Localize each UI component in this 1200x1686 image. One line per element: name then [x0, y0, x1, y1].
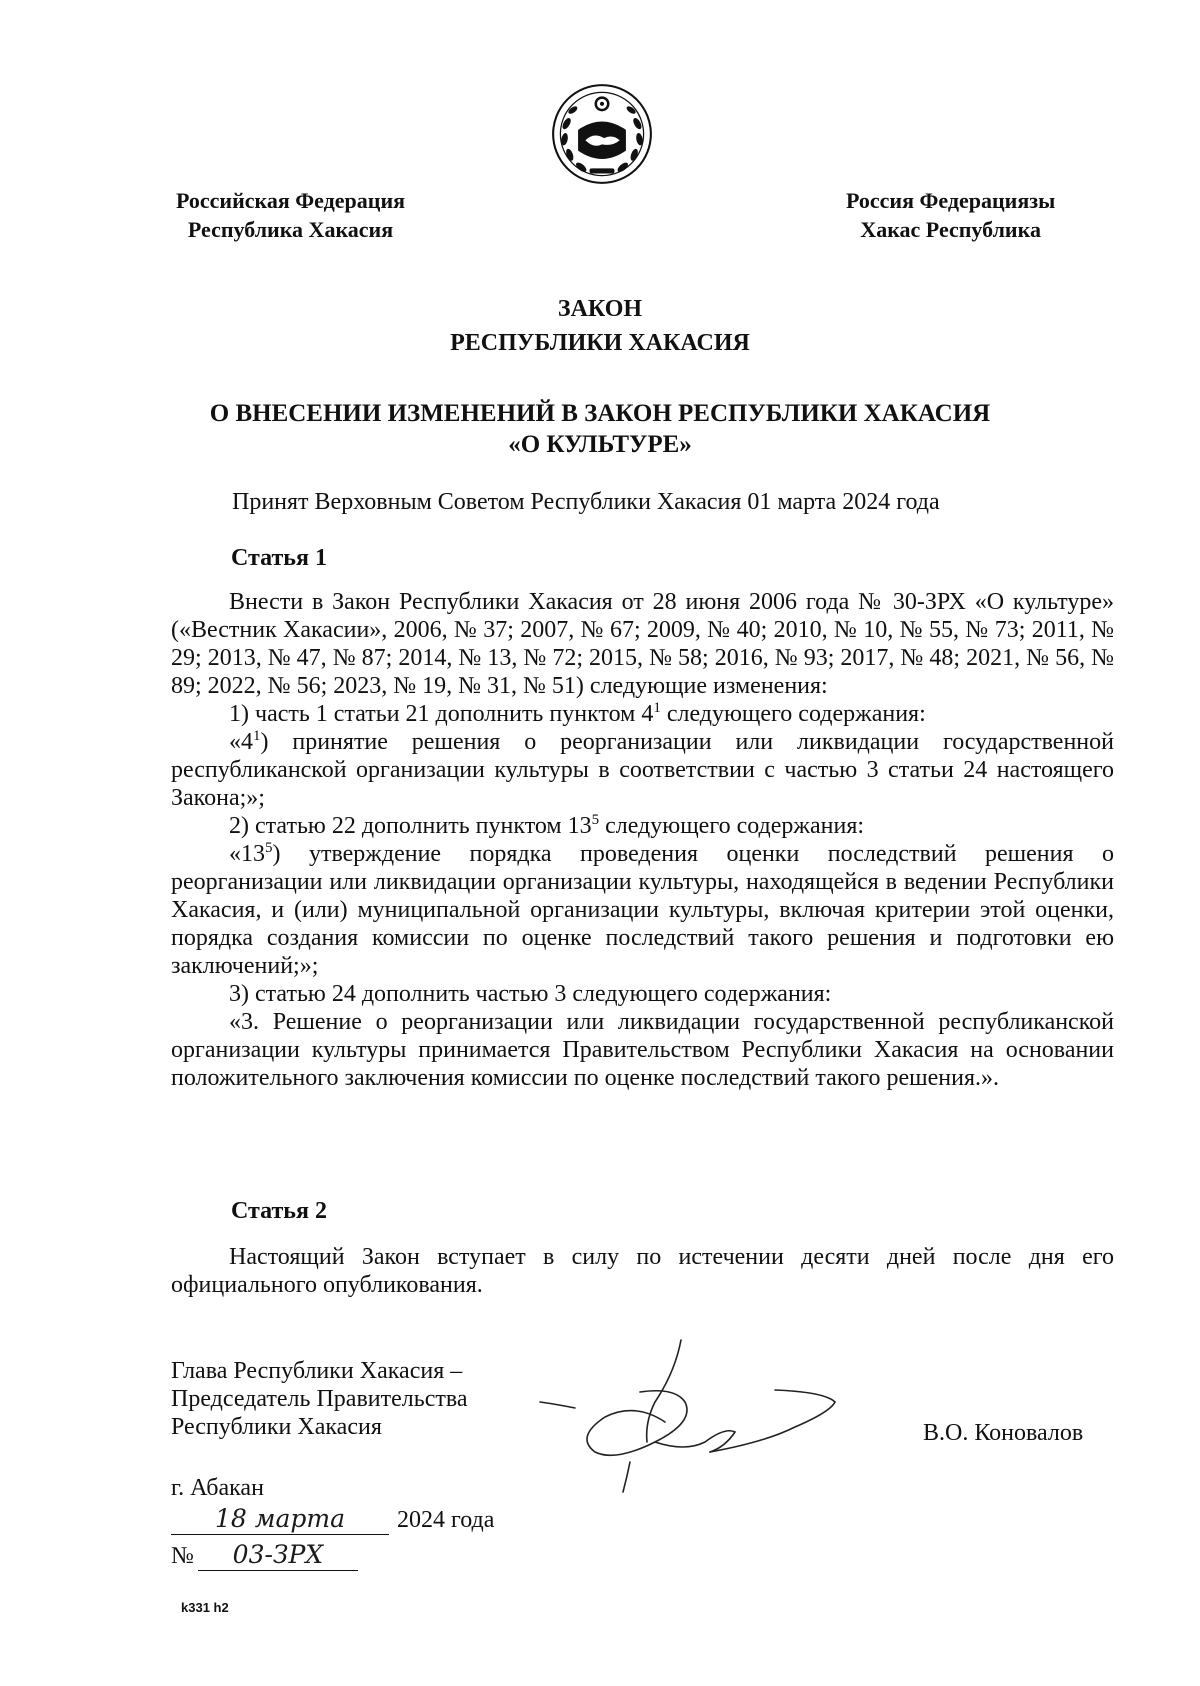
number-sign: №	[171, 1543, 194, 1569]
signatory-title-line2: Председатель Правительства	[171, 1386, 468, 1412]
adoption-note: Принят Верховным Советом Республики Хакасия 01 марта 2024 года	[232, 489, 940, 515]
signatory-title-line1: Глава Республики Хакасия –	[171, 1358, 463, 1384]
signing-year: 2024 года	[397, 1507, 495, 1533]
quote-2-superscript: 5	[265, 840, 273, 856]
city: г. Абакан	[171, 1475, 264, 1501]
law-subject-line1: О ВНЕСЕНИИ ИЗМЕНЕНИЙ В ЗАКОН РЕСПУБЛИКИ ХАКАСИЯ	[209, 400, 991, 427]
article-2-body	[171, 1243, 1114, 1299]
article-1-quote-1	[171, 728, 1114, 812]
header-left-line1: Российская Федерация	[176, 188, 406, 213]
article-2-heading: Статья 2	[231, 1198, 327, 1224]
item-2-superscript: 5	[591, 812, 600, 828]
signing-date	[171, 1504, 494, 1535]
item-1-text: 1) часть 1 статьи 21 дополнить пунктом 4	[229, 701, 654, 727]
law-title-line2: РЕСПУБЛИКИ ХАКАСИЯ	[450, 330, 750, 356]
document-code: k331 h2	[181, 1600, 229, 1615]
handwritten-number: 03-ЗРХ	[198, 1540, 358, 1571]
header-right-line2: Хакас Республика	[860, 217, 1041, 242]
article-1-item-2	[171, 812, 1114, 840]
signatory-title-line3: Республики Хакасия	[171, 1414, 382, 1440]
article-1-item-3: 3) статью 24 дополнить частью 3 следующего содержания:	[229, 981, 832, 1007]
article-1-intro: Внести в Закон Республики Хакасия от 28 июня 2006 года № 30-ЗРХ «О культуре» («Вестник Хакасии», 2006, № 37; 2007, № 67; 2009, № 40; 2010, № 10, № 55, № 73; 2011, № 29; 2013, № 47, № 87; 2014, № 13, № 72; 2015, № 58; 2016, № 93; 2017, № 48; 2021, № 56, № 89; 2022, № 56; 2023, № 19, № 31, № 51) следующие изменения:	[171, 589, 1114, 699]
signature-icon	[535, 1332, 855, 1496]
law-subject-line2: «О КУЛЬТУРЕ»	[508, 431, 692, 458]
header-left-line2: Республика Хакасия	[187, 217, 394, 242]
item-1-tail: следующего содержания:	[660, 701, 926, 727]
article-1-heading: Статья 1	[231, 545, 327, 571]
law-title-line1: ЗАКОН	[557, 296, 643, 322]
header-left	[176, 186, 405, 244]
article-2-text: Настоящий Закон вступает в силу по истечении десяти дней после дня его официального опубликования.	[171, 1244, 1114, 1298]
article-1-item-1	[171, 700, 1114, 728]
quote-1-open: «4	[229, 729, 253, 755]
signatory-name: В.О. Коновалов	[923, 1420, 1084, 1446]
quote-1-superscript: 1	[253, 728, 261, 744]
article-1-body	[171, 588, 1114, 1092]
law-number	[171, 1540, 358, 1571]
header-right	[846, 186, 1055, 244]
item-2-tail: следующего содержания:	[599, 813, 865, 839]
coat-of-arms-icon	[550, 82, 654, 186]
handwritten-date: 18 марта	[171, 1504, 389, 1535]
signatory-title	[171, 1357, 468, 1441]
law-subject	[0, 398, 1200, 460]
law-title	[0, 292, 1200, 360]
quote-1-text: ) принятие решения о реорганизации или ликвидации государственной республиканской организации культуры в соответствии с частью 3 статьи 24 настоящего Закона;»;	[171, 729, 1114, 811]
item-2-text: 2) статью 22 дополнить пунктом 13	[229, 813, 592, 839]
header-right-line1: Россия Федерациязы	[846, 188, 1056, 213]
quote-2-open: «13	[229, 841, 265, 867]
item-1-superscript: 1	[653, 700, 661, 716]
quote-2-text: ) утверждение порядка проведения оценки последствий решения о реорганизации или ликвидации организации культуры, находящейся в ведении Республики Хакасия, и (или) муниципальной организации культуры, включая критерии этой оценки, порядка создания комиссии по оценке последствий такого решения и подготовки ею заключений;»;	[171, 841, 1114, 979]
article-1-quote-3: «3. Решение о реорганизации или ликвидации государственной республиканской организации культуры принимается Правительством Республики Хакасия на основании положительного заключения комиссии по оценке последствий такого решения.».	[171, 1009, 1114, 1091]
article-1-quote-2	[171, 840, 1114, 980]
